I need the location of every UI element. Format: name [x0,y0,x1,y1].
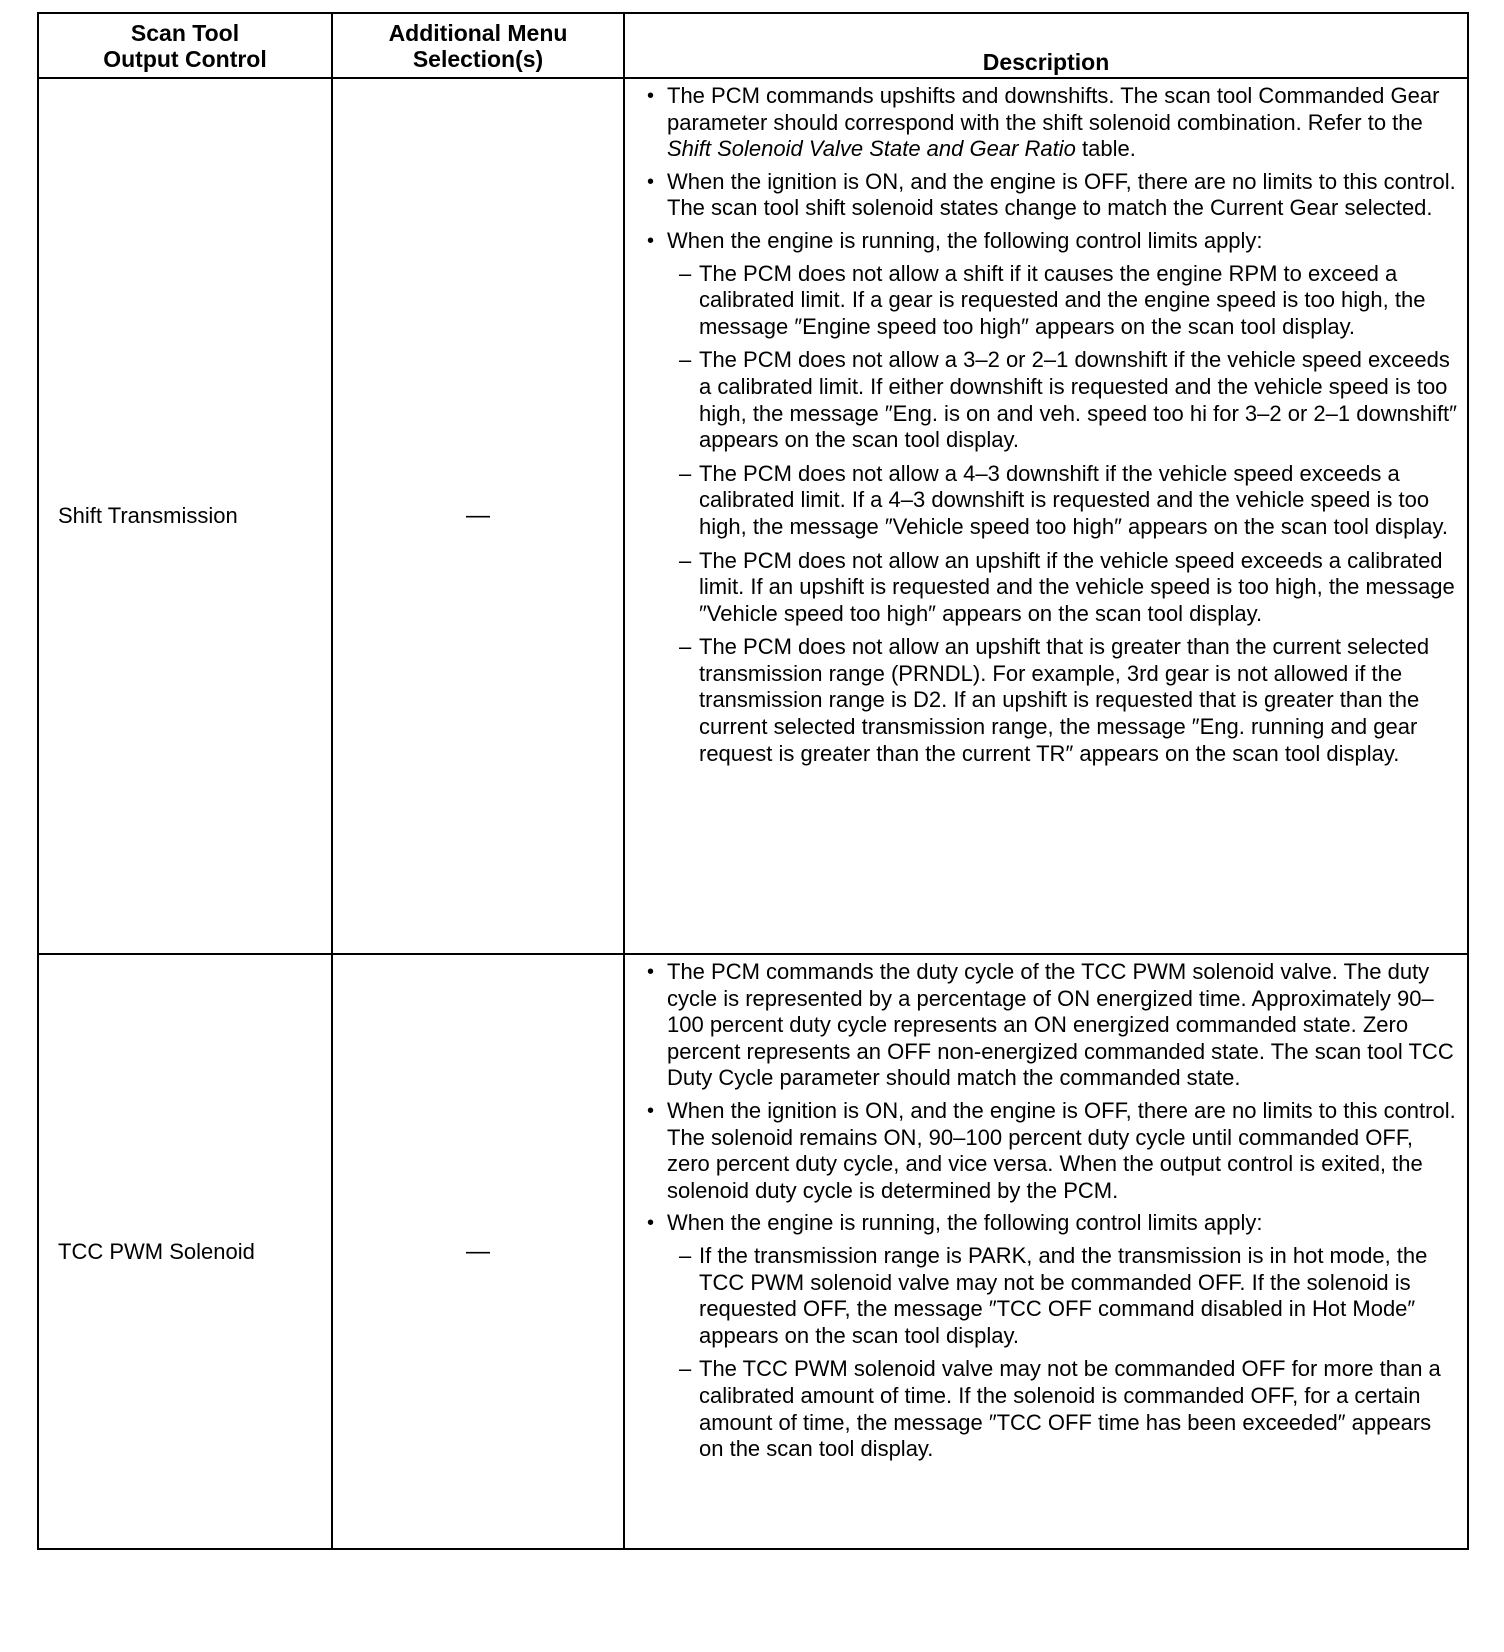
dash-icon: – [679,347,692,373]
bullet-text: When the ignition is ON, and the engine is OFF, there are no limits to this control. The scan tool shift solenoid states change to match the Current Gear selected. [667,168,1456,221]
header-row [38,13,1468,78]
header-description: Description [624,13,1468,78]
menu-selection-cell: — [332,78,624,954]
bullet-icon: • [647,229,655,252]
header-additional-menu-selections: Additional Menu Selection(s) [332,13,624,78]
table-row [38,78,1468,954]
bullet-item [647,959,1461,1092]
sub-item [679,634,1461,767]
bullet-icon: • [647,1099,655,1122]
sub-item [679,260,1461,341]
bullet-item [647,227,1461,767]
bullet-list [625,83,1461,767]
sub-item-text: The PCM does not allow an upshift that is greater than the current selected transmission range (PRNDL). For example, 3rd gear is not allowed if the transmission range is D2. If an upshift is requested that is greater than the current selected transmission range, the message ″Eng. running and gear request is greater than the current TR″ appears on the scan tool display. [699,634,1430,766]
table-row [38,954,1468,1549]
sub-item-text: The TCC PWM solenoid valve may not be commanded OFF for more than a calibrated amount of time. If the solenoid is commanded OFF, for a certain amount of time, the message ″TCC OFF time has been exceeded″ appears on the scan tool display. [699,1356,1441,1462]
sub-list [667,261,1461,768]
bullet-item [647,1097,1461,1204]
sub-item-text: If the transmission range is PARK, and the transmission is in hot mode, the TCC PWM solenoid valve may not be commanded OFF. If the solenoid is requested OFF, the message ″TCC OFF command disabled in Hot Mode″ appears on the scan tool display. [699,1242,1428,1348]
bullet-text: When the engine is running, the following control limits apply: [667,227,1263,253]
bullet-text: When the engine is running, the following control limits apply: [667,1210,1263,1236]
description-cell [624,954,1468,1549]
dash-icon: – [679,634,692,660]
sub-item-text: The PCM does not allow a shift if it causes the engine RPM to exceed a calibrated limit. If a gear is requested and the engine speed is too high, the message ″Engine speed too high″ appears on the scan tool display. [699,260,1426,339]
dash-icon: – [679,1356,692,1382]
sub-item [679,547,1461,628]
bullet-text: The PCM commands upshifts and downshifts. The scan tool Commanded Gear parameter should correspond with the shift solenoid combination. Refer to the [667,83,1440,135]
sub-item [679,347,1461,453]
dash-icon: – [679,1242,692,1268]
bullet-text: table. [1075,136,1136,162]
bullet-text: When the ignition is ON, and the engine is OFF, there are no limits to this control. The solenoid remains ON, 90–100 percent duty cycle until commanded OFF, zero percent duty cycle, and vice versa. When the output control is exited, the solenoid duty cycle is determined by the PCM. [667,1097,1456,1203]
dash-icon: – [679,260,692,286]
bullet-icon: • [647,1212,655,1235]
bullet-item [647,168,1461,222]
bullet-item [647,1210,1461,1462]
dash-icon: – [679,460,692,486]
output-control-table [37,12,1469,1550]
bullet-icon: • [647,85,655,107]
italic-reference-text: Shift Solenoid Valve State and Gear Ratio [667,136,1076,162]
sub-item-text: The PCM does not allow a 3–2 or 2–1 downshift if the vehicle speed exceeds a calibrated limit. If either downshift is requested and the vehicle speed is too high, the message ″Eng. is on and veh. speed too hi for 3–2 or 2–1 downshift″ appears on the scan tool display. [699,347,1457,453]
output-control-cell: TCC PWM Solenoid [38,954,332,1549]
header-scan-tool-output-control: Scan Tool Output Control [38,13,332,78]
sub-item-text: The PCM does not allow an upshift if the vehicle speed exceeds a calibrated limit. If an upshift is requested and the vehicle speed is too high, the message ″Vehicle speed too high″ appears on the scan tool display. [699,547,1455,626]
sub-list [667,1243,1461,1463]
table-body [38,78,1468,1549]
bullet-list [625,959,1461,1463]
description-cell [624,78,1468,954]
dash-icon: – [679,547,692,573]
sub-item [679,460,1461,541]
output-control-cell: Shift Transmission [38,78,332,954]
bullet-text: The PCM commands the duty cycle of the TCC PWM solenoid valve. The duty cycle is represented by a percentage of ON energized time. Approximately 90–100 percent duty cycle represents an ON energized commanded state. Zero percent represents an OFF non-energized commanded state. The scan tool TCC Duty Cycle parameter should match the commanded state. [667,959,1454,1091]
sub-item [679,1242,1461,1349]
bullet-icon: • [647,961,655,983]
bullet-item [647,83,1461,163]
sub-item-text: The PCM does not allow a 4–3 downshift if the vehicle speed exceeds a calibrated limit. If a 4–3 downshift is requested and the vehicle speed is too high, the message ″Vehicle speed too high″ appears on the scan tool display. [699,460,1448,539]
bullet-icon: • [647,170,655,193]
menu-selection-cell: — [332,954,624,1549]
table-header [38,13,1468,78]
sub-item [679,1356,1461,1462]
